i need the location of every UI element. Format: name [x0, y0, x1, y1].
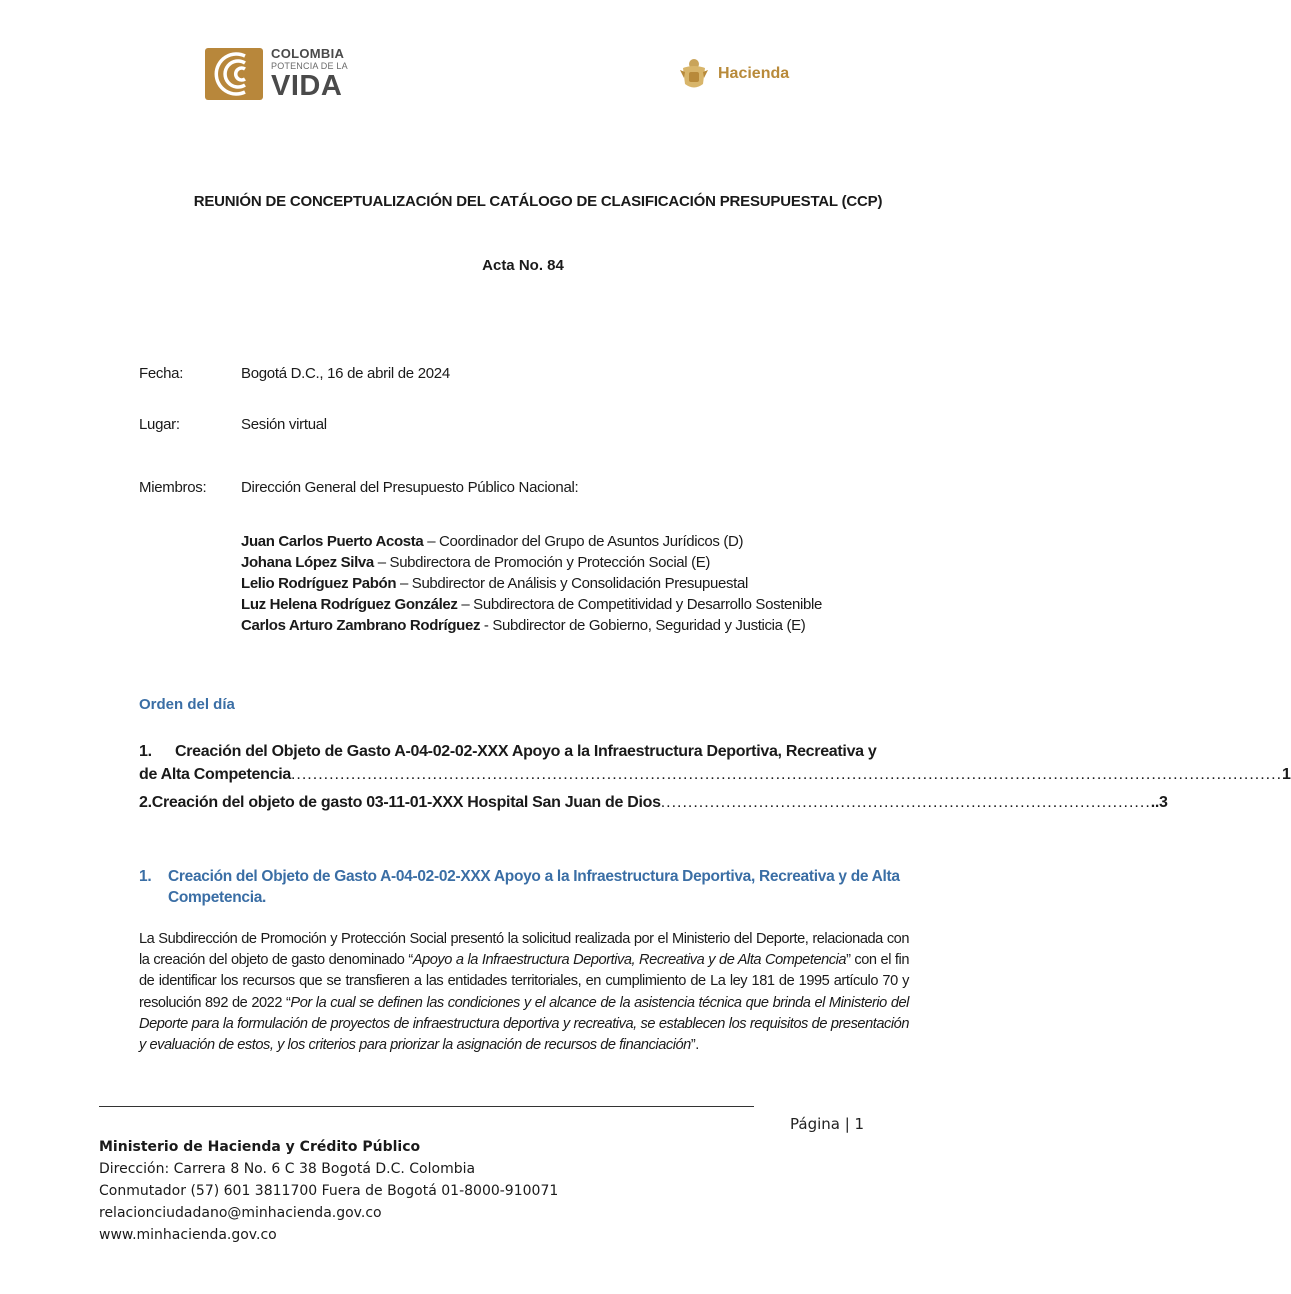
member-role: – Subdirectora de Promoción y Protección Social (E) [373, 554, 711, 571]
colombia-potencia-logo [205, 46, 365, 106]
footer-contact [99, 1136, 558, 1246]
members-list [241, 531, 822, 636]
toc-text-continued: de Alta Competencia [139, 766, 291, 783]
member-item [241, 552, 822, 573]
footer-org: Ministerio de Hacienda y Crédito Público [99, 1139, 421, 1155]
hacienda-logo-name: Hacienda [718, 65, 790, 82]
section-paragraph [139, 929, 909, 1056]
member-name: Carlos Arturo Zambrano Rodríguez [241, 617, 481, 634]
paragraph-text: La Subdirección de Promoción y Protección Social presentó la solicitud realizada por el Ministerio del Deporte, relacionada con la creación del objeto de gasto denominado “ [139, 931, 909, 969]
footer-divider [99, 1106, 754, 1107]
miembros-value: Dirección General del Presupuesto Público Nacional: [241, 479, 579, 496]
toc-number: 2. [139, 794, 152, 811]
toc-leader-dots: .......................................................................................... [660, 794, 1151, 811]
colombia-logo-mark-icon [205, 48, 263, 100]
paragraph-text: ”. [690, 1037, 699, 1054]
toc-number: 1. [139, 743, 152, 760]
logo-line-1: COLOMBIA [271, 46, 345, 61]
page-number: Página | 1 [790, 1115, 865, 1133]
member-name: Luz Helena Rodríguez González [241, 596, 458, 613]
footer-website[interactable]: www.minhacienda.gov.co [99, 1227, 277, 1243]
lugar-label: Lugar: [139, 416, 180, 433]
footer-phone: Conmutador (57) 601 3811700 Fuera de Bogotá 01-8000-910071 [99, 1183, 559, 1199]
member-role: – Subdirector de Análisis y Consolidación Presupuestal [396, 575, 748, 592]
footer-address: Dirección: Carrera 8 No. 6 C 38 Bogotá D.C. Colombia [99, 1161, 476, 1177]
member-item [241, 573, 822, 594]
agenda-heading: Orden del día [139, 696, 235, 713]
toc-text: Creación del objeto de gasto 03-11-01-XXX Hospital San Juan de Dios [151, 794, 661, 811]
fecha-label: Fecha: [139, 365, 184, 382]
paragraph-italic: Apoyo a la Infraestructura Deportiva, Recreativa y de Alta Competencia [412, 952, 847, 969]
footer-email[interactable]: relacionciudadano@minhacienda.gov.co [99, 1205, 382, 1221]
paragraph-text: ” con el fin de identificar los recursos que se transfieren a las entidades territoriales, en cumplimiento de La ley 181 de 1995 artículo 70 y resolución 892 de 2022 “ [139, 952, 909, 1011]
member-item [241, 615, 822, 636]
logo-line-2: POTENCIA DE LA [271, 61, 348, 71]
member-name: Lelio Rodríguez Pabón [241, 575, 397, 592]
member-role: – Coordinador del Grupo de Asuntos Jurídicos (D) [423, 533, 744, 550]
section-title: Creación del Objeto de Gasto A-04-02-02-XXX Apoyo a la Infraestructura Deportiva, Recreativa y de Alta Competencia. [168, 868, 900, 906]
coat-of-arms-icon [678, 56, 710, 92]
section-number: 1. [139, 868, 152, 885]
toc-leader-dots: ...................................................................................................................................................................................... [290, 766, 1283, 783]
paragraph-italic: Por la cual se definen las condiciones y el alcance de la asistencia técnica que brinda el Ministerio del Deporte para la formulación de proyectos de infraestructura deportiva y recreativa, se establecen los requisitos de presentación y evaluación de estos, y los criterios para priorizar la asignación de recursos de financiación [139, 994, 909, 1054]
member-role: – Subdirectora de Competitividad y Desarrollo Sostenible [457, 596, 822, 613]
acta-number: Acta No. 84 [482, 257, 564, 274]
toc-item[interactable] [139, 740, 1291, 786]
toc-text: Creación del Objeto de Gasto A-04-02-02-XXX Apoyo a la Infraestructura Deportiva, Recreativa y [175, 743, 877, 760]
toc-page: 1 [1282, 766, 1291, 783]
fecha-value: Bogotá D.C., 16 de abril de 2024 [241, 365, 450, 382]
document-title: REUNIÓN DE CONCEPTUALIZACIÓN DEL CATÁLOGO DE CLASIFICACIÓN PRESUPUESTAL (CCP) [193, 193, 883, 210]
member-name: Johana López Silva [241, 554, 374, 571]
miembros-label: Miembros: [139, 479, 207, 496]
member-name: Juan Carlos Puerto Acosta [241, 533, 424, 550]
member-role: - Subdirector de Gobierno, Seguridad y Justicia (E) [480, 617, 806, 634]
toc-page: ..3 [1150, 794, 1168, 811]
logo-line-3: VIDA [271, 70, 343, 102]
member-item [241, 531, 822, 552]
toc-item[interactable] [139, 794, 1168, 812]
section-heading [139, 866, 911, 908]
member-item [241, 594, 822, 615]
lugar-value: Sesión virtual [241, 416, 327, 433]
